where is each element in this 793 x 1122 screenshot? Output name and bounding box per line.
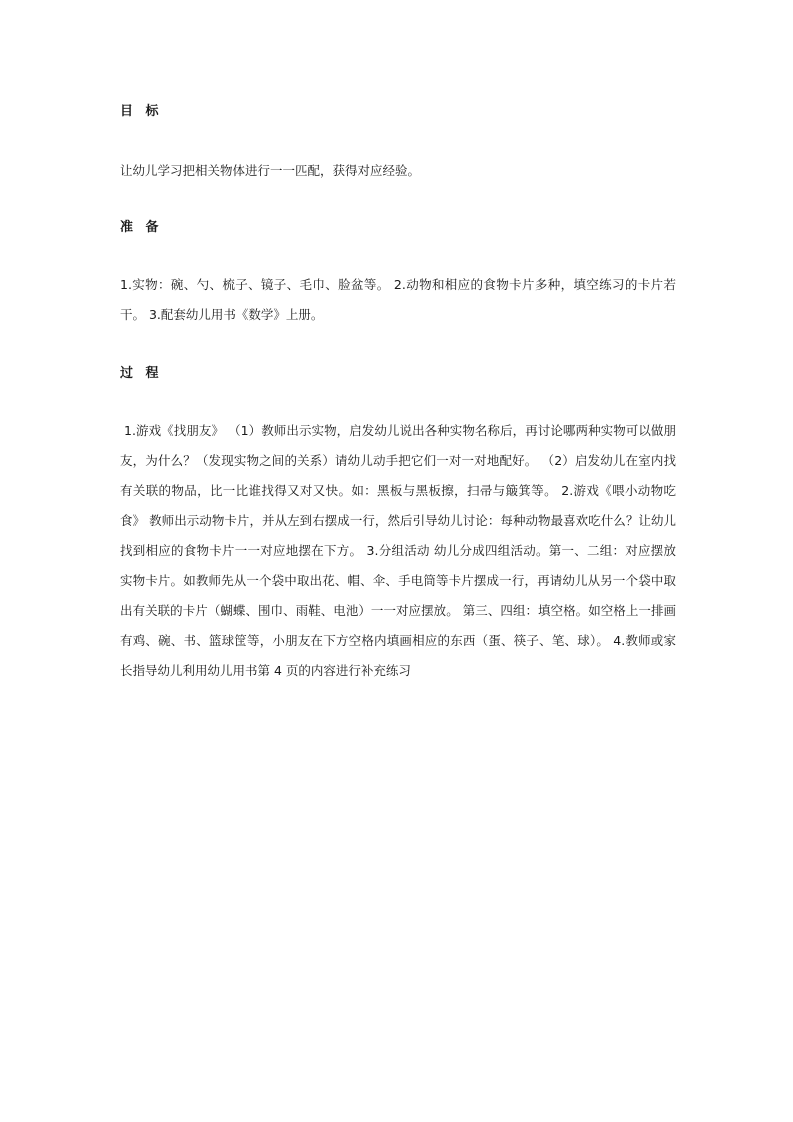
section-heading-process: 过 程	[120, 366, 163, 381]
section-heading-preparation: 准 备	[120, 220, 163, 235]
section-text-goal: 让幼儿学习把相关物体进行一一匹配，获得对应经验。	[120, 163, 421, 178]
section-heading-goal: 目 标	[120, 104, 163, 119]
section-text-process: 1.游戏《找朋友》 （1）教师出示实物，启发幼儿说出各种实物名称后，再讨论哪两种实物可以做朋友，为什么？（发现实物之间的关系）请幼儿动手把它们一对一对地配好。 （2）启发幼儿在室内找有关联的物品，比一比谁找得又对又快。如：黑板与黑板擦，扫帚与簸箕等。 2.游戏《喂小动物吃食》 教师出示动物卡片，并从左到右摆成一行，然后引导幼儿讨论：每种动物最喜欢吃什么？让幼儿找到相应的食物卡片一一对应地摆在下方。 3.分组活动 幼儿分成四组活动。第一、二组：对应摆放实物卡片。如教师先从一个袋中取出花、帽、伞、手电筒等卡片摆成一行，再请幼儿从另一个袋中取出有关联的卡片（蝴蝶、围巾、雨鞋、电池）一一对应摆放。 第三、四组：填空格。如空格上一排画有鸡、碗、书、篮球筐等，小朋友在下方空格内填画相应的东西（蛋、筷子、笔、球）。 4.教师或家长指导幼儿利用幼儿用书第 4 页的内容进行补充练习	[120, 423, 676, 678]
section-text-preparation: 1.实物：碗、勺、梳子、镜子、毛巾、脸盆等。 2.动物和相应的食物卡片多种，填空练习的卡片若干。 3.配套幼儿用书《数学》上册。	[120, 277, 676, 322]
